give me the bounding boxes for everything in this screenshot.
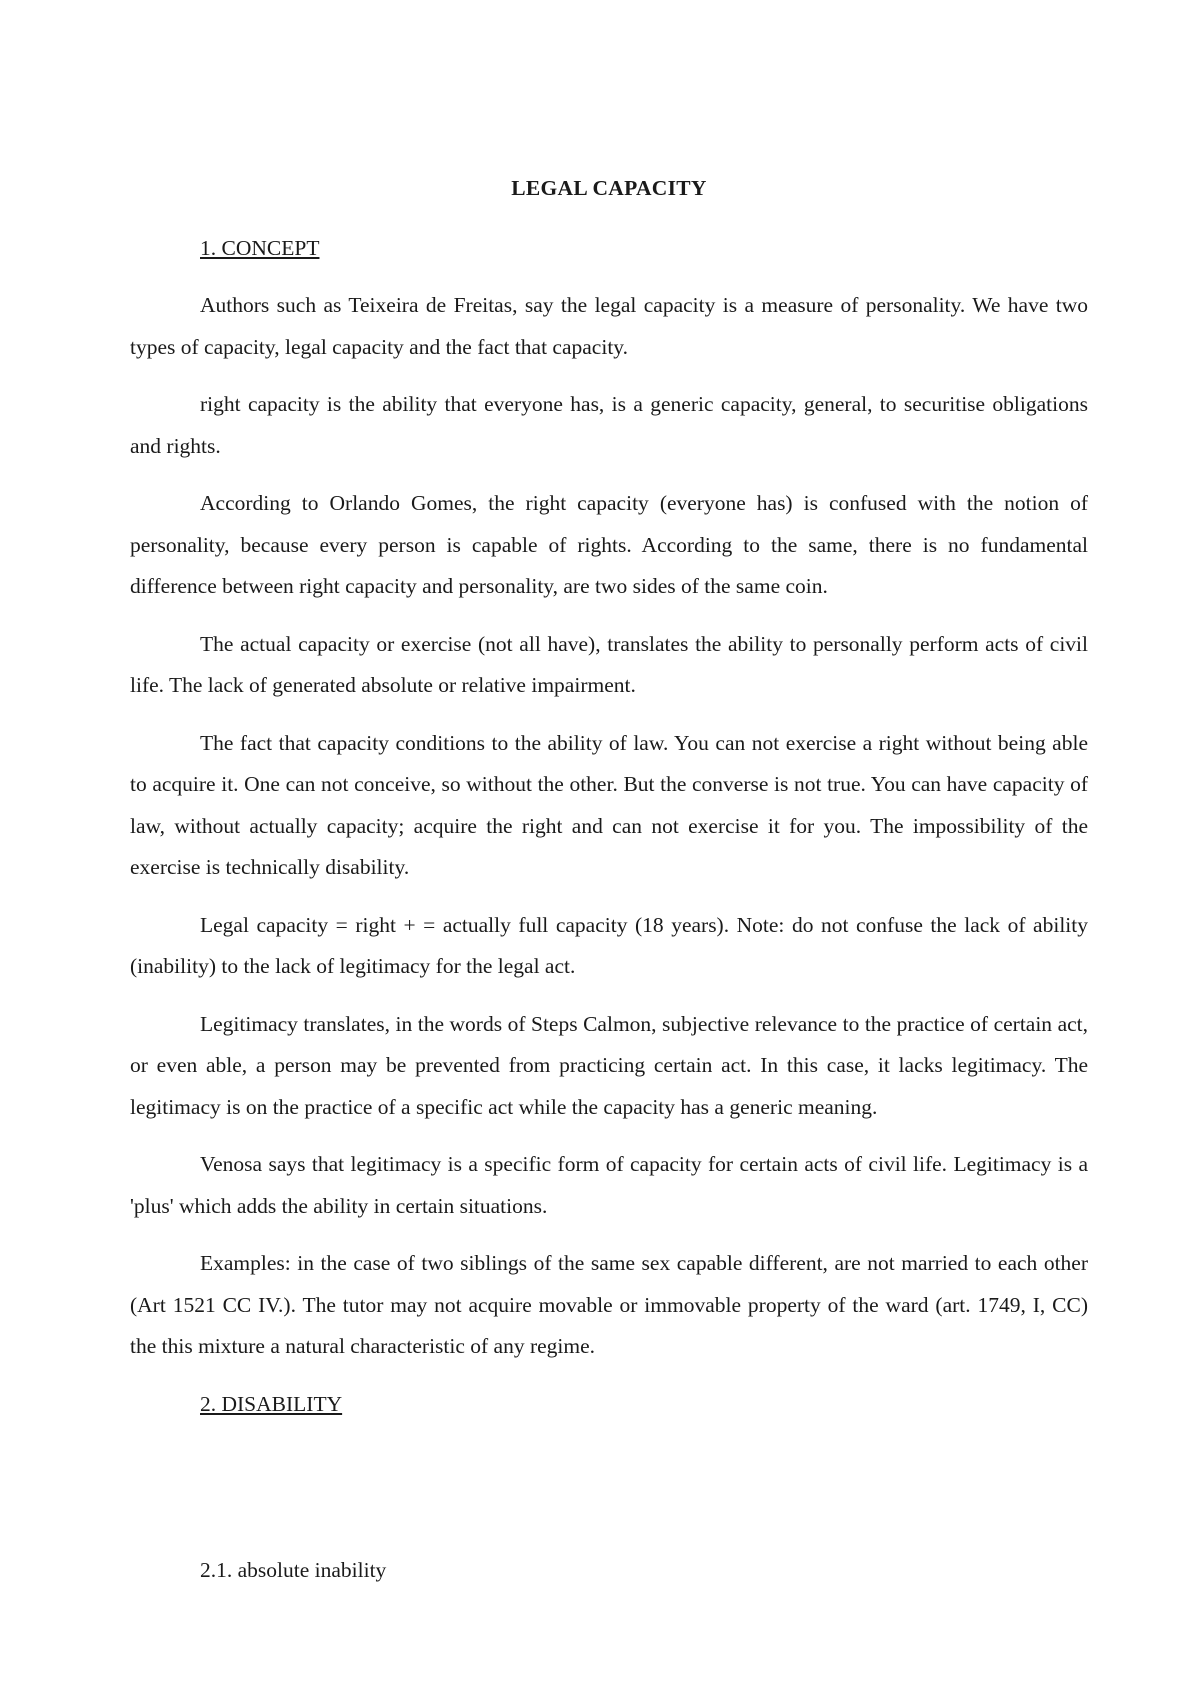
paragraph: The actual capacity or exercise (not all have), translates the ability to personally perform acts of civil life. The lack of generated absolute or relative impairment.: [130, 631, 1088, 697]
paragraph: right capacity is the ability that everyone has, is a generic capacity, general, to securitise obligations and rights.: [130, 392, 1088, 458]
paragraph: Authors such as Teixeira de Freitas, say the legal capacity is a measure of personality. We have two types of capacity, legal capacity and the fact that capacity.: [130, 293, 1088, 359]
paragraph: According to Orlando Gomes, the right capacity (everyone has) is confused with the notion of personality, because every person is capable of rights. According to the same, there is no fundamental difference between right capacity and personality, are two sides of the same coin.: [130, 491, 1088, 598]
document-body: [130, 168, 1088, 1425]
section-heading-disability: [130, 1384, 1088, 1426]
paragraph: Legal capacity = right + = actually full capacity (18 years). Note: do not confuse the lack of ability (inability) to the lack of legitimacy for the legal act.: [130, 912, 1088, 978]
paragraph: The fact that capacity conditions to the ability of law. You can not exercise a right without being able to acquire it. One can not conceive, so without the other. But the converse is not true. You can have capacity of law, without actually capacity; acquire the right and can not exercise it for you. The impossibility of the exercise is technically disability.: [130, 730, 1088, 879]
section-heading-disability-text: 2. DISABILITY: [200, 1391, 343, 1416]
paragraph: Examples: in the case of two siblings of the same sex capable different, are not married to each other (Art 1521 CC IV.). The tutor may not acquire movable or immovable property of the ward (art. 1749, I, CC) the this mixture a natural characteristic of any regime.: [130, 1251, 1088, 1358]
subsection-heading-absolute-inability: 2.1. absolute inability: [200, 1558, 387, 1582]
paragraph: Legitimacy translates, in the words of Steps Calmon, subjective relevance to the practice of certain act, or even able, a person may be prevented from practicing certain act. In this case, it lacks legitimacy. The legitimacy is on the practice of a specific act while the capacity has a generic meaning.: [130, 1011, 1088, 1119]
section-heading-concept-text: 1. CONCEPT: [200, 235, 320, 260]
paragraph: Venosa says that legitimacy is a specific form of capacity for certain acts of civil life. Legitimacy is a 'plus' which adds the ability in certain situations.: [130, 1152, 1088, 1218]
document-title: LEGAL CAPACITY: [511, 176, 707, 200]
section-heading-concept: [130, 228, 1088, 270]
